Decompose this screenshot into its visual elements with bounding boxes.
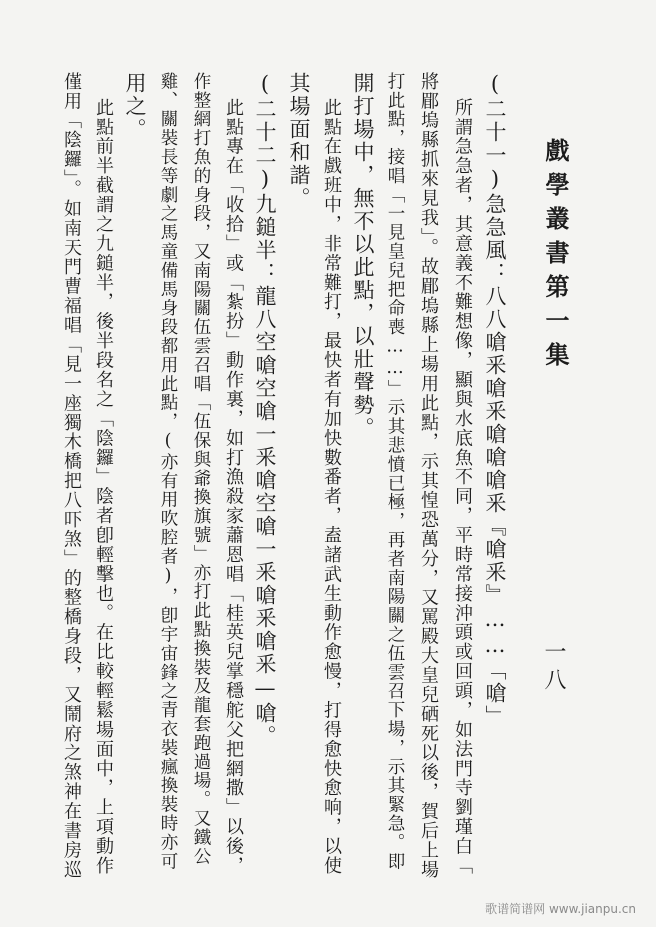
text-column: 作整網打魚的身段，又南陽關伍雲召唱「伍保與爺換旗號」亦打此點換裝及龍套跑過場。又鐵公 [191, 72, 211, 866]
text-column: 此點在戲班中，非常難打，最快者有加快數番者，盍諸武生動作愈慢，打得愈快愈响，以使 [321, 98, 342, 876]
text-column: 打此點，接唱「一見皇兒把命喪……」示其悲憤已極，再者南陽關之伍雲召下場，示其緊急。即 [385, 72, 405, 871]
page-number: 一八 [541, 640, 566, 696]
text-column: 此點前半截謂之九鎚半，後半段名之「陰鑼」陰者卽輕擊也。在比較輕鬆場面中，上項動作 [93, 98, 114, 876]
book-title: 戲學叢書第一集 [541, 138, 570, 376]
section-21-heading: (二十一)急急風：八八嗆釆嗆釆嗆嗆嗆釆『嗆釆』……「嗆」 [483, 72, 507, 728]
text-column: 僅用「陰鑼」。如南天門曹福唱「見一座獨木橋把八吓煞」的整橋身段，又鬧府之煞神在書房巡 [61, 72, 82, 880]
text-column: 將郿塢縣抓來見我」。故郿塢縣上場用此點，示其惶恐萬分，又罵殿大皇兒硒死以後，賀后上場 [418, 72, 439, 880]
section-22-heading: (二十二)九鎚半：龍八空嗆空嗆一釆嗆空嗆一釆嗆釆嗆釆—嗆。 [253, 72, 277, 748]
text-column: 開打場中，無不以此點，以壯聲勢。 [351, 72, 375, 440]
text-column: 用之。 [123, 72, 147, 141]
text-column: 所謂急急者，其意義不難想像，顯與水底魚不同，平時常接沖頭或回頭，如法門寺劉瑾白「 [452, 98, 473, 876]
text-column: 其場面和諧。 [287, 72, 311, 210]
site-watermark: 歌谱简谱网 www.jianpu.cn [485, 902, 636, 916]
text-column: 此點專在「收拾」或「紮扮」動作裏，如打漁殺家蕭恩唱「桂英兒掌穩舵父把網撒」以後， [223, 98, 244, 876]
text-column: 雞、關裝長等劇之馬童備馬身段都用此點，(亦有用吹腔者)，卽宇宙鋒之青衣裝瘋換裝時亦可 [158, 72, 178, 871]
